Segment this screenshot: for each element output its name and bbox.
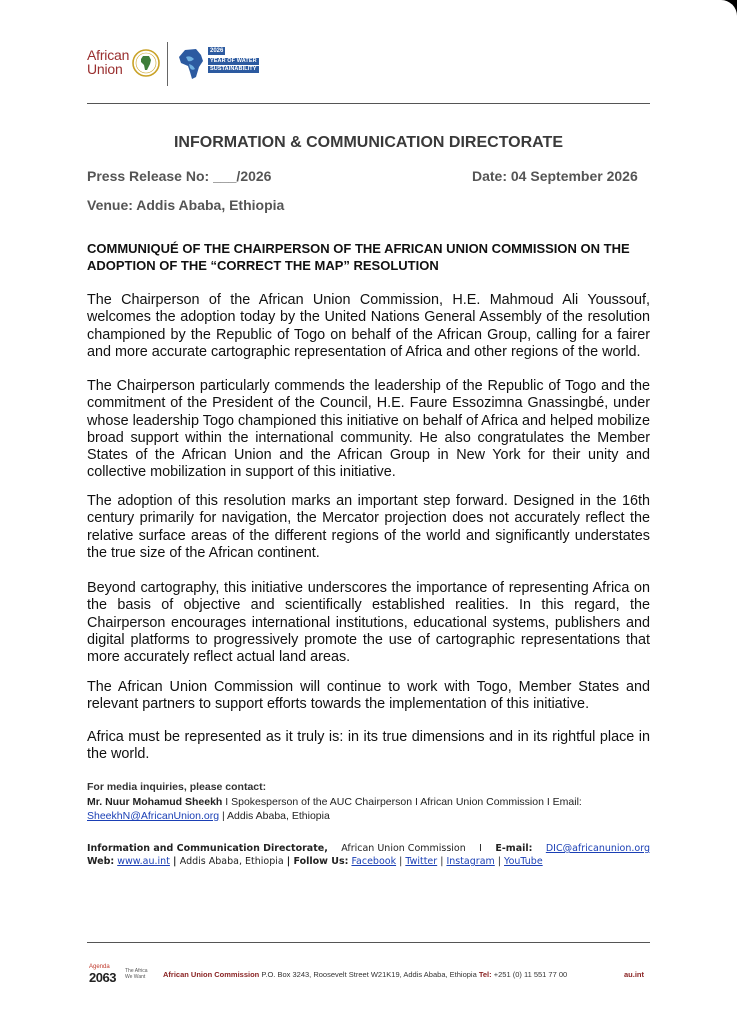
footer-postal-address: P.O. Box 3243, Roosevelt Street W21K19, Addis Ababa, Ethiopia [259,970,479,979]
paragraph-4: Beyond cartography, this initiative underscores the importance of representing Africa on the basis of objective and scientifically established realities. In this regard, the Chairperson encourages international institutions, educational systems, publishers and digital platforms to progressively promote the use of cartographic representations that more accurately reflect actual land areas. [87,580,650,666]
tel-number: +251 (0) 11 551 77 00 [491,970,568,979]
header-rule [87,103,650,104]
media-contact-details [87,795,650,823]
yow-line2: SUSTAINABILITY [210,66,257,72]
paragraph-3: The adoption of this resolution marks an important step forward. Designed in the 16th century primarily for navigation, the Mercator projection does not accurately reflect the relative surface areas of the different regions of the world and significantly understates the true size of the African continent. [87,493,650,561]
footer-sep: I [479,843,482,854]
yow-line1: YEAR OF WATER [210,58,257,64]
footer-rule [87,942,650,943]
spokesperson-name: Mr. Nuur Mohamud Sheekh [87,796,223,808]
spokesperson-email-link[interactable]: SheekhN@AfricanUnion.org [87,810,220,822]
media-contact-title: For media inquiries, please contact: [87,781,267,793]
directorate-title: INFORMATION & COMMUNICATION DIRECTORATE [173,134,563,151]
footer-url[interactable]: au.int [624,970,644,979]
paragraph-6: Africa must be represented as it truly is: in its true dimensions and in its rightful place in the world. [87,729,650,763]
au-logo-line1: African [87,47,130,63]
agenda-number: 2063 [89,970,116,985]
youtube-link[interactable]: YouTube [504,856,543,867]
directorate-label: Information and Communication Directorate, [87,843,328,854]
au-logo-line2: Union [87,61,123,77]
email-label: E-mail: [495,843,533,854]
follow-label: Follow Us: [293,856,349,867]
africa-water-map-icon [176,47,206,81]
directorate-email-link[interactable]: DIC@africanunion.org [545,843,650,854]
footer-org: African Union Commission [341,843,466,854]
web-label: Web: [87,856,115,867]
footer-address [163,970,567,979]
venue: Venue: Addis Ababa, Ethiopia [87,197,285,213]
agenda-label: Agenda [89,964,110,970]
yow-year: 2026 [210,48,224,54]
directorate-footer: Information and Communication Directorate, African Union Commission I E-mail: DIC@africanunion.org Web: www.au.int | Addis Ababa, Ethiopia | Follow Us: Facebook | Twitter | Instagram | YouTube [87,843,650,867]
logo-divider [167,42,168,86]
agenda-tagline: The Africa We Want [125,968,148,980]
spokesperson-role: I Spokesperson of the AUC Chairperson I African Union Commission I Email: [222,796,582,808]
communique-subject: COMMUNIQUÉ OF THE CHAIRPERSON OF THE AFRICAN UNION COMMISSION ON THE ADOPTION OF THE “CORRECT THE MAP” RESOLUTION [87,241,630,273]
media-location: | Addis Ababa, Ethiopia [219,810,330,822]
tel-label: Tel: [478,970,492,979]
website-link[interactable]: www.au.int [117,856,170,867]
agenda-2063-logo [89,964,116,984]
au-seal-icon [132,49,160,77]
paragraph-2: The Chairperson particularly commends the leadership of the Republic of Togo and the commitment of the President of the Council, H.E. Faure Essozimna Gnassingbé, under whose leadership Togo championed this initiative on behalf of Africa and helped mobilize broad support within the international community. He also congratulates the Member States of the African Union and the African Group in New York for their unity and collective mobilization in support of this initiative. [87,378,650,481]
paragraph-5: The African Union Commission will continue to work with Togo, Member States and relevant partners to support efforts towards the implementation of this initiative. [87,679,650,713]
au-logo-text [87,48,133,76]
instagram-link[interactable]: Instagram [446,856,495,867]
twitter-link[interactable]: Twitter [405,856,438,867]
footer-org-name: African Union Commission [163,970,260,979]
paragraph-1: The Chairperson of the African Union Commission, H.E. Mahmoud Ali Youssouf, welcomes the adoption today by the United Nations General Assembly of the resolution championed by the Republic of Togo on behalf of the African Group, calling for a fairer and more accurate cartographic representation of Africa and other regions of the world. [87,292,650,360]
press-release-number: Press Release No: ___/2026 [87,168,272,184]
facebook-link[interactable]: Facebook [351,856,397,867]
footer-location: Addis Ababa, Ethiopia [179,856,284,867]
release-date: Date: 04 September 2026 [472,168,638,184]
